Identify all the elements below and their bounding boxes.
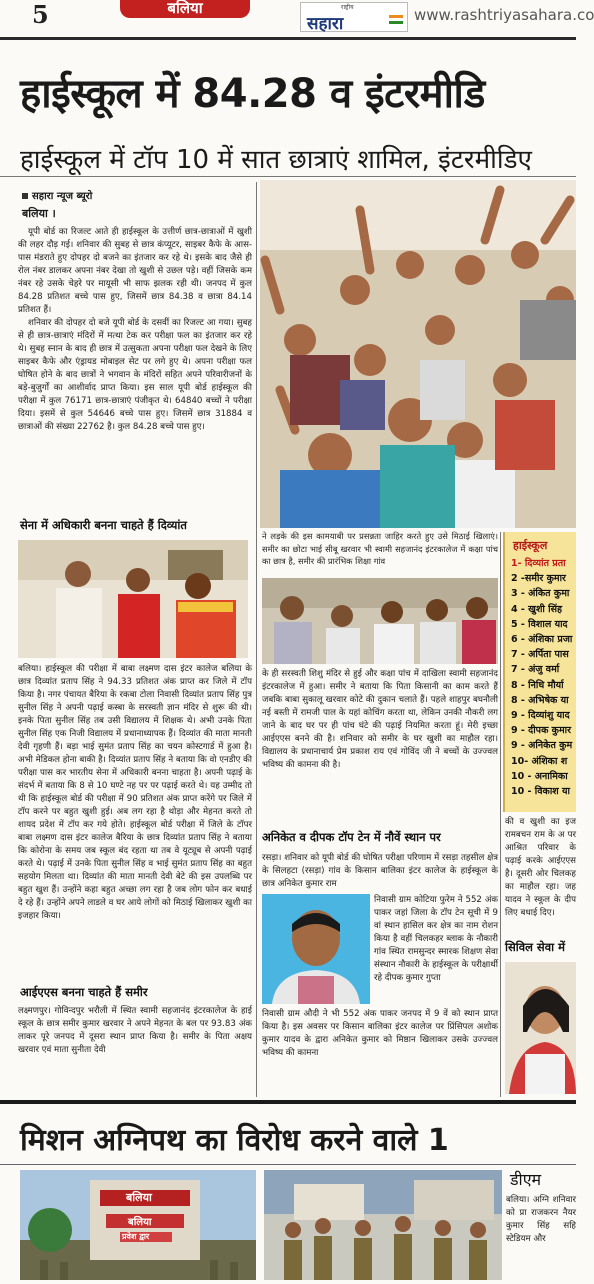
lead-paragraph: यूपी बोर्ड का रिजल्ट आते ही हाईस्कूल के उत्तीर्ण छात्र-छात्राओं में खुशी की लहर दौड़ गई। शनिवार की सुबह से छात्र कंप्यूटर, साइबर कैफे के आस-पास मंडराते हुए दोपहर दो बजने का इंतजार कर रहे थे। इसके बाद जैसे ही रोल नंबर डालकर अपना नंबर देखा तो खुशी से उछल पड़े। वहीं जिसके कम नंबर रहे उसके चेहरे पर मायूसी भी साफ झलक रही थी। जनपद में कुल 84.28 प्रतिशत बच्चे पास हुए, जिसमें छात्र 84.38 व छात्रा 84.14 प्रतिशत हैं। <box>18 227 252 315</box>
ballia-gate-photo <box>20 1170 256 1280</box>
section-heading: सेना में अधिकारी बनना चाहते हैं दिव्यांत <box>20 518 187 532</box>
sidebar-list-item: 4 - खुशी सिंह <box>511 603 563 615</box>
sidebar-list-item: 10 - विकाश या <box>511 786 571 797</box>
website-url: www.rashtriyasahara.co <box>414 6 594 24</box>
sidebar-title: हाईस्कूल <box>513 539 548 552</box>
newspaper-logo <box>300 2 408 32</box>
logo-small-text: राष्ट्रीय <box>341 4 354 11</box>
section3-paragraph: निवासी ग्राम कोटिया फुरेम ने 552 अंक पाकर जहां जिला के टॉप टेन सूची में 9 वां स्थान हासिल कर क्षेत्र का नाम रोशन किया है वहीं चिलकहर ब्लाक के नौकारी गांव स्थित रामसुन्दर स्मारक शिक्षण सेवा संस्थान नौकारी के हाईस्कूल के परीक्षार्थी रहे दीपक कुमार गुप्ता <box>374 895 498 983</box>
sidebar-list-item: 2 -समीर कुमार <box>511 573 566 585</box>
section2-article <box>18 1005 252 1097</box>
section-heading: आईएएस बनना चाहते हैं समीर <box>20 985 148 999</box>
section-heading: सिविल सेवा में <box>505 940 565 954</box>
sidebar-list-item: 9 - दिव्यांशु याद <box>511 710 570 721</box>
section3-article-bottom <box>262 1008 498 1092</box>
section3-paragraph: निवासी ग्राम औदी ने भी 552 अंक पाकर जनपद में 9 वें को स्थान प्राप्त किया है। इस अवसर पर किसान बालिका इंटर कालेज पर प्रिंसिपल अशोक कुमार यादव के द्वारा अनिकेत कुमार को मिष्ठान खिलाकर उसके उज्ज्वल भविष्य की कामना <box>262 1009 498 1058</box>
section-heading: अनिकेत व दीपक टॉप टेन में नौवें स्थान पर <box>262 830 441 844</box>
lead-article <box>18 226 252 516</box>
top-ten-sidebar <box>503 532 576 812</box>
sidebar-list-item: 9 - दीपक कुमार <box>511 725 571 737</box>
sub-headline: हाईस्कूल में टॉप 10 में सात छात्राएं शामिल, इंटरमीडिए <box>20 145 532 175</box>
column-divider <box>256 182 257 1097</box>
sidebar-list-item: 8 - निधि मौर्या <box>511 679 564 691</box>
right-paragraph: की व खुशी का इज रामबचन राम के अ पर आश्रित परिवार के पढ़ाई करके आईएएस है। दूसरी ओर चिलकह का माहौल रहा। जह यादव ने स्कूल के दीप लिए बधाई दिए। <box>505 817 576 918</box>
gate-sign-text: बलिया <box>126 1191 152 1204</box>
middle-paragraph: के ही सरस्वती शिशु मंदिर से हुई और कक्षा पांच में दाखिला स्वामी सहजानंद इंटरकालेज में हुआ। समीर ने बताया कि पिता किसानी का काम करते हैं जबकि बाबा सुकालू खरवार कोटे की दुकान चलाते हैं। पहले शाहपुर बघनौली नई बस्ती में रामजी पाल के यहां कोचिंग करता था, लेकिन उनकी नौकरी लग जाने के बाद घर पर ही पांच घंटे की पढ़ाई नियमित करता हूं। मेरी इच्छा आईएएस बनने की है। शनिवार को समीर के घर खुशी का माहौल रहा। विद्यालय के प्रधानाचार्य प्रेम प्रकाश राय एवं गोविंद जी ने बच्चों के उज्ज्वल भविष्य की कामना की है। <box>262 669 498 770</box>
middle-article <box>262 668 498 826</box>
celebrating-students-photo <box>260 180 576 528</box>
sameer-family-photo <box>262 578 498 664</box>
gate-sign-text: प्रवेश द्वार <box>122 1232 150 1241</box>
byline: सहारा न्यूज ब्यूरो <box>22 188 92 202</box>
tricolor-flag-icon <box>389 15 403 24</box>
sidebar-list-item: 9 - अनिकेत कुम <box>511 740 573 752</box>
divider <box>0 1164 576 1165</box>
gate-sign-text: बलिया <box>128 1217 152 1228</box>
section-tab: बलिया <box>120 0 250 18</box>
student-portrait-photo <box>262 894 370 1004</box>
column-divider <box>500 532 501 1097</box>
section1-paragraph: बलिया। हाईस्कूल की परीक्षा में बाबा लक्ष्मण दास इंटर कालेज बलिया के छात्र दिव्यांत प्रताप सिंह ने 94.33 प्रतिशत अंक प्राप्त कर जिले में टॉप किया है। नगर पंचायत बैरिया के रकबा टोला निवासी दिव्यांत प्रताप सिंह पुत्र सुनील सिंह ने अपनी पढ़ाई कस्बा के सरस्वती ज्ञान मंदिर से शुरू की थी। इनके पिता सुनील सिंह तब उसी विद्यालय में शिक्षक थे। अभी उनके पिता सुनील सिंह एक निजी विद्यालय में प्रधानाध्यापक हैं। दिव्यांत की माता मानती देवी गृहणी हैं। बड़ा भाई सुमंत प्रताप सिंह का चयन कोस्टगार्ड में हुआ है। अभी मेडिकल होना बाकी है। दिव्यांत प्रताप सिंह ने बताया कि वो एनडीए की परीक्षा पास कर भारतीय सेना में अधिकारी बनना चाहता है। अपनी पढ़ाई के संदर्भ में बताया कि 8 से 10 घण्टे नह पर पर पढ़ाई करते थे। यह उम्मीद तो थी कि हाईस्कूल बोर्ड की परीक्षा में 90 प्रतिशत अंक प्राप्त करेंगे पर जिले में टॉप करने पर बहुत खुशी हुई। अब लग रहा है थोड़ा और मेहनत करते तो शायद प्रदेश में टॉप कर गये होते। हाईस्कूल बोर्ड परीक्षा में जिले के टॉपर बाबा लक्ष्मण दास इंटर कालेज बैरिया के छात्र दिव्यांत प्रताप सिंह ने बताया कि कोरोना के समय जब स्कूल बंद रहता था तब वे यूट्यूब से अपनी पढ़ाई करते थे। पढ़ाई में उनके पिता सुनील सिंह व भाई सुमंत प्रताप सिंह का बहुत सहयोग मिलता था। दिव्यांत की माता मानती देवी बेटे की इस उपलब्धि पर बहुत खुश हैं। उन्होंने कहा बहुत अच्छा लग रहा है जब लोग फोन कर बधाई दे रहे हैं। उन्होंने अपने लाडले व घर आये लोगों को मिठाई खिलाकर खुशी का इजहार किया। <box>18 664 252 921</box>
sidebar-list-item: 8 - अभिषेक या <box>511 694 569 706</box>
page-number: 5 <box>32 0 49 29</box>
sidebar-list-item: 6 - अंशिका प्रजा <box>511 634 573 645</box>
topper-family-photo <box>18 540 248 658</box>
girl-student-photo <box>505 962 576 1094</box>
sidebar-list-item: 7 - अंजु वर्मा <box>511 664 560 676</box>
sidebar-list-item: 10- अंशिका श <box>511 755 568 767</box>
sidebar-list-item: 7 - अर्पिता पास <box>511 649 569 661</box>
police-station-photo <box>264 1170 502 1280</box>
bottom-right-heading: डीएम <box>510 1170 542 1189</box>
bottom-right-article <box>506 1194 576 1280</box>
section3-paragraph: रसड़ा। शनिवार को यूपी बोर्ड की घोषित परीक्षा परिणाम में रसड़ा तहसील क्षेत्र के सिलहटा (रसड़ा) गांव के किसान बालिका इंटर कालेज के हाईस्कूल के छात्र अनिकेत कुमार राम <box>262 853 498 889</box>
bottom-headline: मिशन अग्निपथ का विरोध करने वाले 1 <box>20 1123 449 1158</box>
right-article <box>505 816 576 938</box>
bottom-right-paragraph: बलिया। अग्नि शनिवार को प्रा राजकरन नैयर कुमार सिंह सहि स्टेडियम और <box>506 1195 576 1244</box>
main-headline: हाईस्कूल में 84.28 व इंटरमीडि <box>20 71 485 117</box>
main-photo-caption: ने लड़के की इस कामयाबी पर प्रसन्नता जाहिर करते हुए उसे मिठाई खिलाएं। समीर का छोटा भाई सीबू खरवार भी स्वामी सहजानंद इंटरकालेज में कक्षा पांच का छात्र है, समीर की प्रारंभिक शिक्षा गांव <box>262 531 498 566</box>
sidebar-list-item: 5 - विशाल याद <box>511 618 568 630</box>
section1-article <box>18 663 252 981</box>
divider <box>0 1100 576 1104</box>
sidebar-list-item: 10 - अनामिका <box>511 770 568 782</box>
logo-brand-text: सहारा <box>307 14 344 34</box>
section3-article-top <box>262 852 498 892</box>
sidebar-list-item: 3 - अंकित कुमा <box>511 588 570 600</box>
dateline: बलिया । <box>22 207 56 220</box>
divider <box>0 176 576 177</box>
sidebar-list-item: 1- दिव्यांत प्रता <box>511 558 566 569</box>
section2-paragraph: लक्ष्मणपुर। गोविन्दपुर भरौली में स्थित स्वामी सहजानंद इंटरकालेज के हाई स्कूल के छात्र समीर कुमार खरवार ने अपने मेहनत के बल पर 93.83 अंक लाकर पूरे जनपद में दूसरा स्थान प्राप्त किया है। समीर के पिता अक्षय खरवार एवं माता सुनीता देवी <box>18 1006 252 1055</box>
section3-article-side <box>374 894 498 1006</box>
lead-paragraph: शनिवार की दोपहर दो बजे यूपी बोर्ड के दसवीं का रिजल्ट आ गया। सुबह से ही छात्र-छात्राएं मंदिरों में मत्था टेक कर परीक्षा फल का इंतजार कर रहे थे। सुबह स्नान के बाद ही छात्र में उत्सुकता अपना परीक्षा फल देखने के लिए साइबर कैफे और एंड्रायड मोबाइल सेट पर लगे हुए थे। अपना परीक्षा फल घोषित होने के बाद छात्रों ने भगवान के मंदिरों सहित अपने परिवारीजनों के बड़े-बुजुर्गों का आशीर्वाद प्राप्त किया। इस साल यूपी बोर्ड हाईस्कूल की परीक्षा में कुल 76171 छात्र-छात्राएं पंजीकृत थे। 64840 बच्चों ने परीक्षा दिया। इसमें से कुल 54646 बच्चे पास हुए। जिसमें छात्र 31884 व छात्राओं की संख्या 22762 है। कुल 84.28 बच्चे पास हुए। <box>18 318 252 432</box>
